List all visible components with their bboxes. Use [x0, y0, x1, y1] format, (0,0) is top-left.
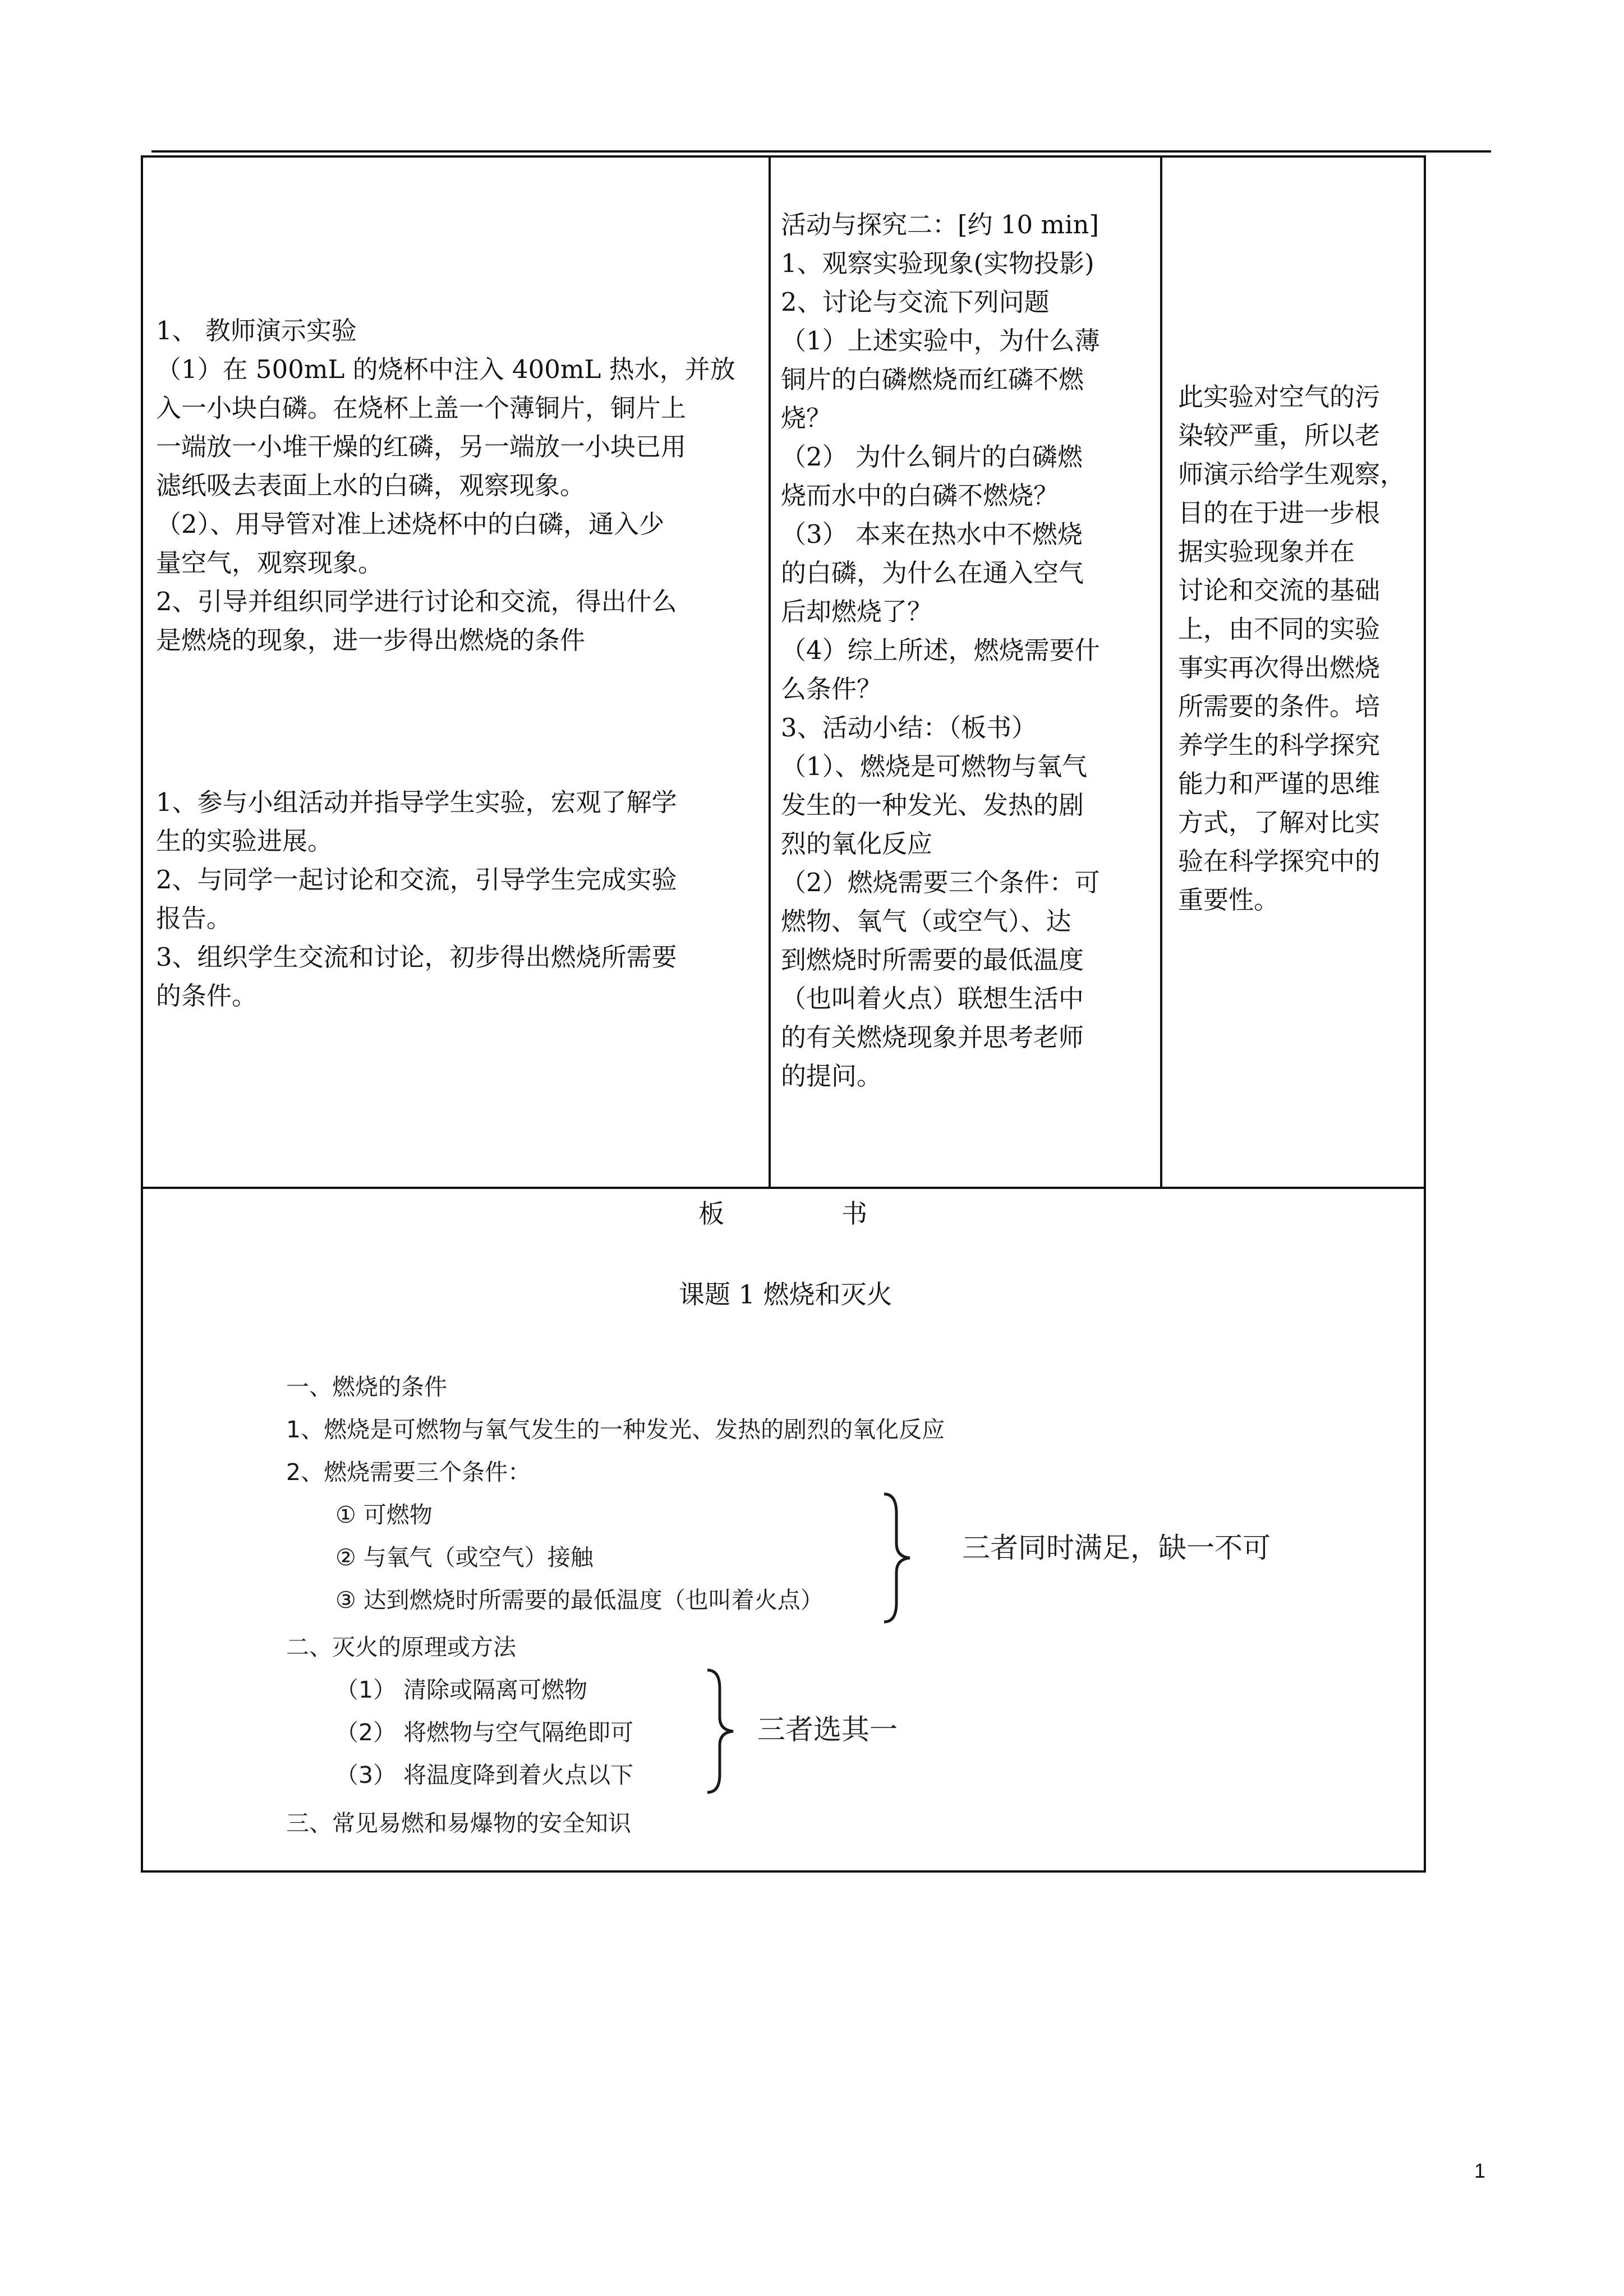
text-line: 2、讨论与交流下列问题 — [781, 287, 1050, 317]
board-heading — [698, 1193, 867, 1230]
text-line: （3） 本来在热水中不燃烧 — [781, 519, 1083, 549]
column-divider-2 — [1160, 155, 1162, 1189]
text-line: 师演示给学生观察， — [1178, 459, 1406, 489]
text-line: 铜片的白磷燃烧而红磷不燃 — [781, 365, 1084, 394]
text-line: 报告。 — [156, 903, 232, 933]
condition-item: ① 可燃物 — [335, 1501, 433, 1528]
text-line: 后却燃烧了？ — [781, 597, 933, 626]
brace-icon — [704, 1667, 738, 1796]
text-line: 1、观察实验现象(实物投影) — [781, 248, 1094, 278]
text-line: 入一小块白磷。在烧杯上盖一个薄铜片，铜片上 — [156, 393, 687, 423]
method-item: （1） 清除或隔离可燃物 — [335, 1676, 588, 1703]
text-line: 发生的一种发光、发热的剧 — [781, 790, 1084, 820]
summary-text: 三者选其一 — [757, 1713, 898, 1746]
text-line: 的白磷，为什么在通入空气 — [781, 558, 1084, 588]
board-heading-right: 书 — [841, 1198, 868, 1229]
text-line: 烧？ — [781, 403, 832, 433]
text-line: 的提问。 — [781, 1061, 882, 1091]
text-line: 能力和严谨的思维 — [1178, 769, 1381, 799]
text-line: 滤纸吸去表面上水的白磷，观察现象。 — [156, 471, 586, 500]
method-item: （2） 将燃物与空气隔绝即可 — [335, 1719, 634, 1746]
design-intent-column — [1178, 377, 1414, 919]
text-line: 生的实验进展。 — [156, 826, 333, 856]
text-line: 3、组织学生交流和讨论，初步得出燃烧所需要 — [156, 942, 677, 972]
board-heading-left: 板 — [698, 1198, 724, 1229]
text-line: 到燃烧时所需要的最低温度 — [781, 945, 1084, 975]
text-line: 是燃烧的现象，进一步得出燃烧的条件 — [156, 625, 586, 655]
text-line: 1、参与小组活动并指导学生实验，宏观了解学 — [156, 787, 677, 817]
brace-icon — [881, 1491, 914, 1625]
method-item: （3） 将温度降到着火点以下 — [335, 1762, 634, 1788]
text-line: 重要性。 — [1178, 885, 1280, 915]
section-heading: 二、灭火的原理或方法 — [286, 1634, 516, 1661]
text-line: 燃物、氧气（或空气）、达 — [781, 906, 1071, 936]
page-number: 1 — [1474, 2159, 1486, 2182]
text-line: （1）、燃烧是可燃物与氧气 — [781, 751, 1088, 781]
text-line: 事实再次得出燃烧 — [1178, 653, 1381, 683]
lesson-title: 课题 1 燃烧和灭火 — [679, 1279, 892, 1310]
text-line: 1、 教师演示实验 — [156, 316, 357, 345]
summary-text: 三者同时满足，缺一不可 — [962, 1532, 1271, 1564]
text-line: （1）上述实验中，为什么薄 — [781, 326, 1100, 356]
column-divider-1 — [769, 155, 771, 1189]
text-line: 目的在于进一步根 — [1178, 498, 1381, 528]
text-line: （2）、用导管对准上述烧杯中的白磷，通入少 — [156, 509, 665, 539]
text-line: （2）燃烧需要三个条件：可 — [781, 868, 1100, 897]
text-line: 染较严重，所以老 — [1178, 421, 1381, 450]
row-divider — [141, 1187, 1426, 1189]
student-activity-column — [781, 205, 1157, 1095]
board-line: 1、燃烧是可燃物与氧气发生的一种发光、发热的剧烈的氧化反应 — [286, 1416, 945, 1443]
text-line: 活动与探究二：[约 10 min] — [781, 210, 1099, 239]
text-line: 烧而水中的白磷不燃烧？ — [781, 481, 1059, 510]
text-line: 2、与同学一起讨论和交流，引导学生完成实验 — [156, 865, 677, 895]
text-line: 一端放一小堆干燥的红磷，另一端放一小块已用 — [156, 432, 687, 462]
section-heading: 三、常见易燃和易爆物的安全知识 — [286, 1810, 631, 1837]
text-line: 据实验现象并在 — [1178, 537, 1355, 566]
text-line: 验在科学探究中的 — [1178, 846, 1381, 876]
text-line: （2） 为什么铜片的白磷燃 — [781, 442, 1083, 472]
text-line: 方式，了解对比实 — [1178, 808, 1381, 837]
condition-item: ③ 达到燃烧时所需要的最低温度（也叫着火点） — [335, 1587, 823, 1613]
text-line: （1）在 500mL 的烧杯中注入 400mL 热水，并放 — [156, 354, 735, 384]
text-line: 所需要的条件。培 — [1178, 691, 1381, 721]
text-line: 烈的氧化反应 — [781, 829, 933, 859]
text-line: 么条件？ — [781, 674, 882, 704]
text-line: 讨论和交流的基础 — [1178, 575, 1381, 605]
section-heading: 一、燃烧的条件 — [286, 1373, 447, 1400]
text-line: （也叫着火点）联想生活中 — [781, 984, 1084, 1013]
text-line: 2、引导并组织同学进行讨论和交流，得出什么 — [156, 587, 677, 616]
text-line: 的条件。 — [156, 981, 257, 1011]
teacher-activity-block-1 — [156, 311, 765, 660]
text-line: 上，由不同的实验 — [1178, 614, 1381, 644]
condition-item: ② 与氧气（或空气）接触 — [335, 1544, 594, 1571]
teacher-activity-block-2 — [156, 783, 765, 1015]
text-line: 量空气，观察现象。 — [156, 548, 384, 578]
text-line: 3、活动小结：（板书） — [781, 713, 1037, 743]
header-rule — [151, 150, 1491, 153]
text-line: 养学生的科学探究 — [1178, 730, 1381, 760]
text-line: 此实验对空气的污 — [1178, 382, 1381, 412]
text-line: （4）综上所述，燃烧需要什 — [781, 635, 1100, 665]
board-line: 2、燃烧需要三个条件： — [286, 1459, 531, 1486]
text-line: 的有关燃烧现象并思考老师 — [781, 1022, 1084, 1052]
